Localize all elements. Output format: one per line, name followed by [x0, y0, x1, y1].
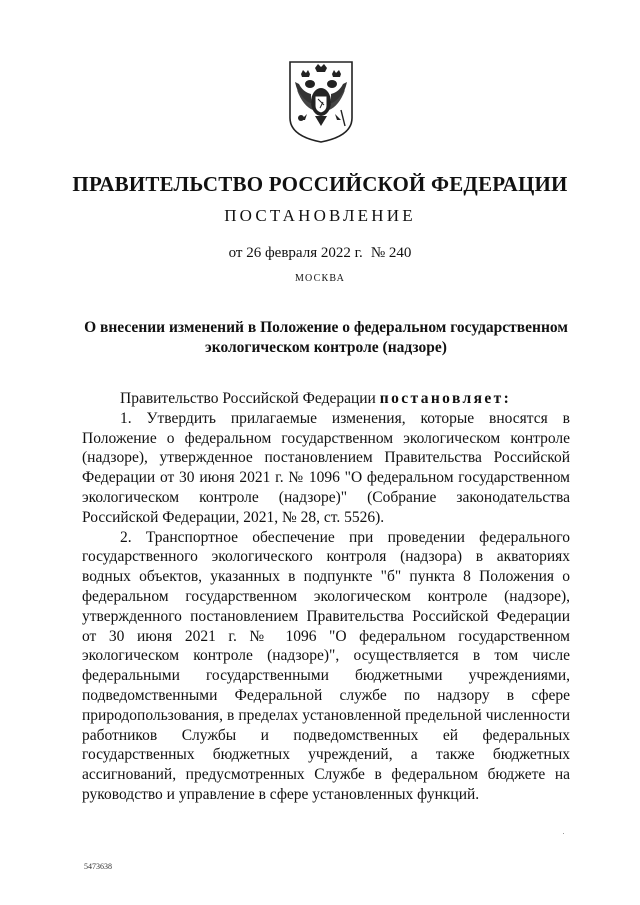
item-1-paragraph: 1. Утвердить прилагаемые изменения, которые вносятся в Положение о федеральном государственном экологическом контроле (надзоре), утвержденное постановлением Правительства Российской Федерации от 30 июня 2021 г. № 1096 "О федеральном государственном экологическом контроле (надзоре)" (Собрание законодательства Российской Федерации, 2021, № 28, ст. 5526). — [82, 409, 570, 526]
government-title: ПРАВИТЕЛЬСТВО РОССИЙСКОЙ ФЕДЕРАЦИИ — [72, 172, 568, 196]
document-body — [82, 389, 570, 805]
decree-city: МОСКВА — [294, 273, 346, 284]
russian-coat-of-arms-icon — [287, 60, 355, 144]
scan-artifact — [563, 833, 564, 834]
decree-type-title: ПОСТАНОВЛЕНИЕ — [224, 206, 416, 225]
decree-word: постановляет: — [379, 390, 512, 407]
document-code: 5473638 — [84, 862, 112, 871]
intro-paragraph — [82, 389, 570, 409]
decree-date-line — [0, 245, 640, 262]
decree-number: № 240 — [370, 245, 412, 261]
decree-date: от 26 февраля 2022 г. — [228, 245, 363, 261]
intro-text: Правительство Российской Федерации — [120, 390, 376, 407]
item-2-paragraph: 2. Транспортное обеспечение при проведении федерального государственного экологического контроля (надзора) в акваториях водных объектов, указанных в подпункте "б" пункта 8 Положения о федеральном государственном экологическом контроле (надзоре), утвержденного постановлением Правительства Российской Федерации от 30 июня 2021 г. № 1096 "О федеральном государственном экологическом контроле (надзоре)", осуществляется в том числе федеральными государственными бюджетными учреждениями, подведомственными Федеральной службе по надзору в сфере природопользования, в пределах установленной предельной численности работников Службы и подведомственных ей федеральных государственных бюджетных учреждений, а также бюджетных ассигнований, предусмотренных Службе в федеральном бюджете на руководство и управление в сфере установленных функций. — [82, 528, 570, 803]
document-heading: О внесении изменений в Положение о федеральном государственном экологическом контроле (надзоре) — [84, 319, 568, 356]
